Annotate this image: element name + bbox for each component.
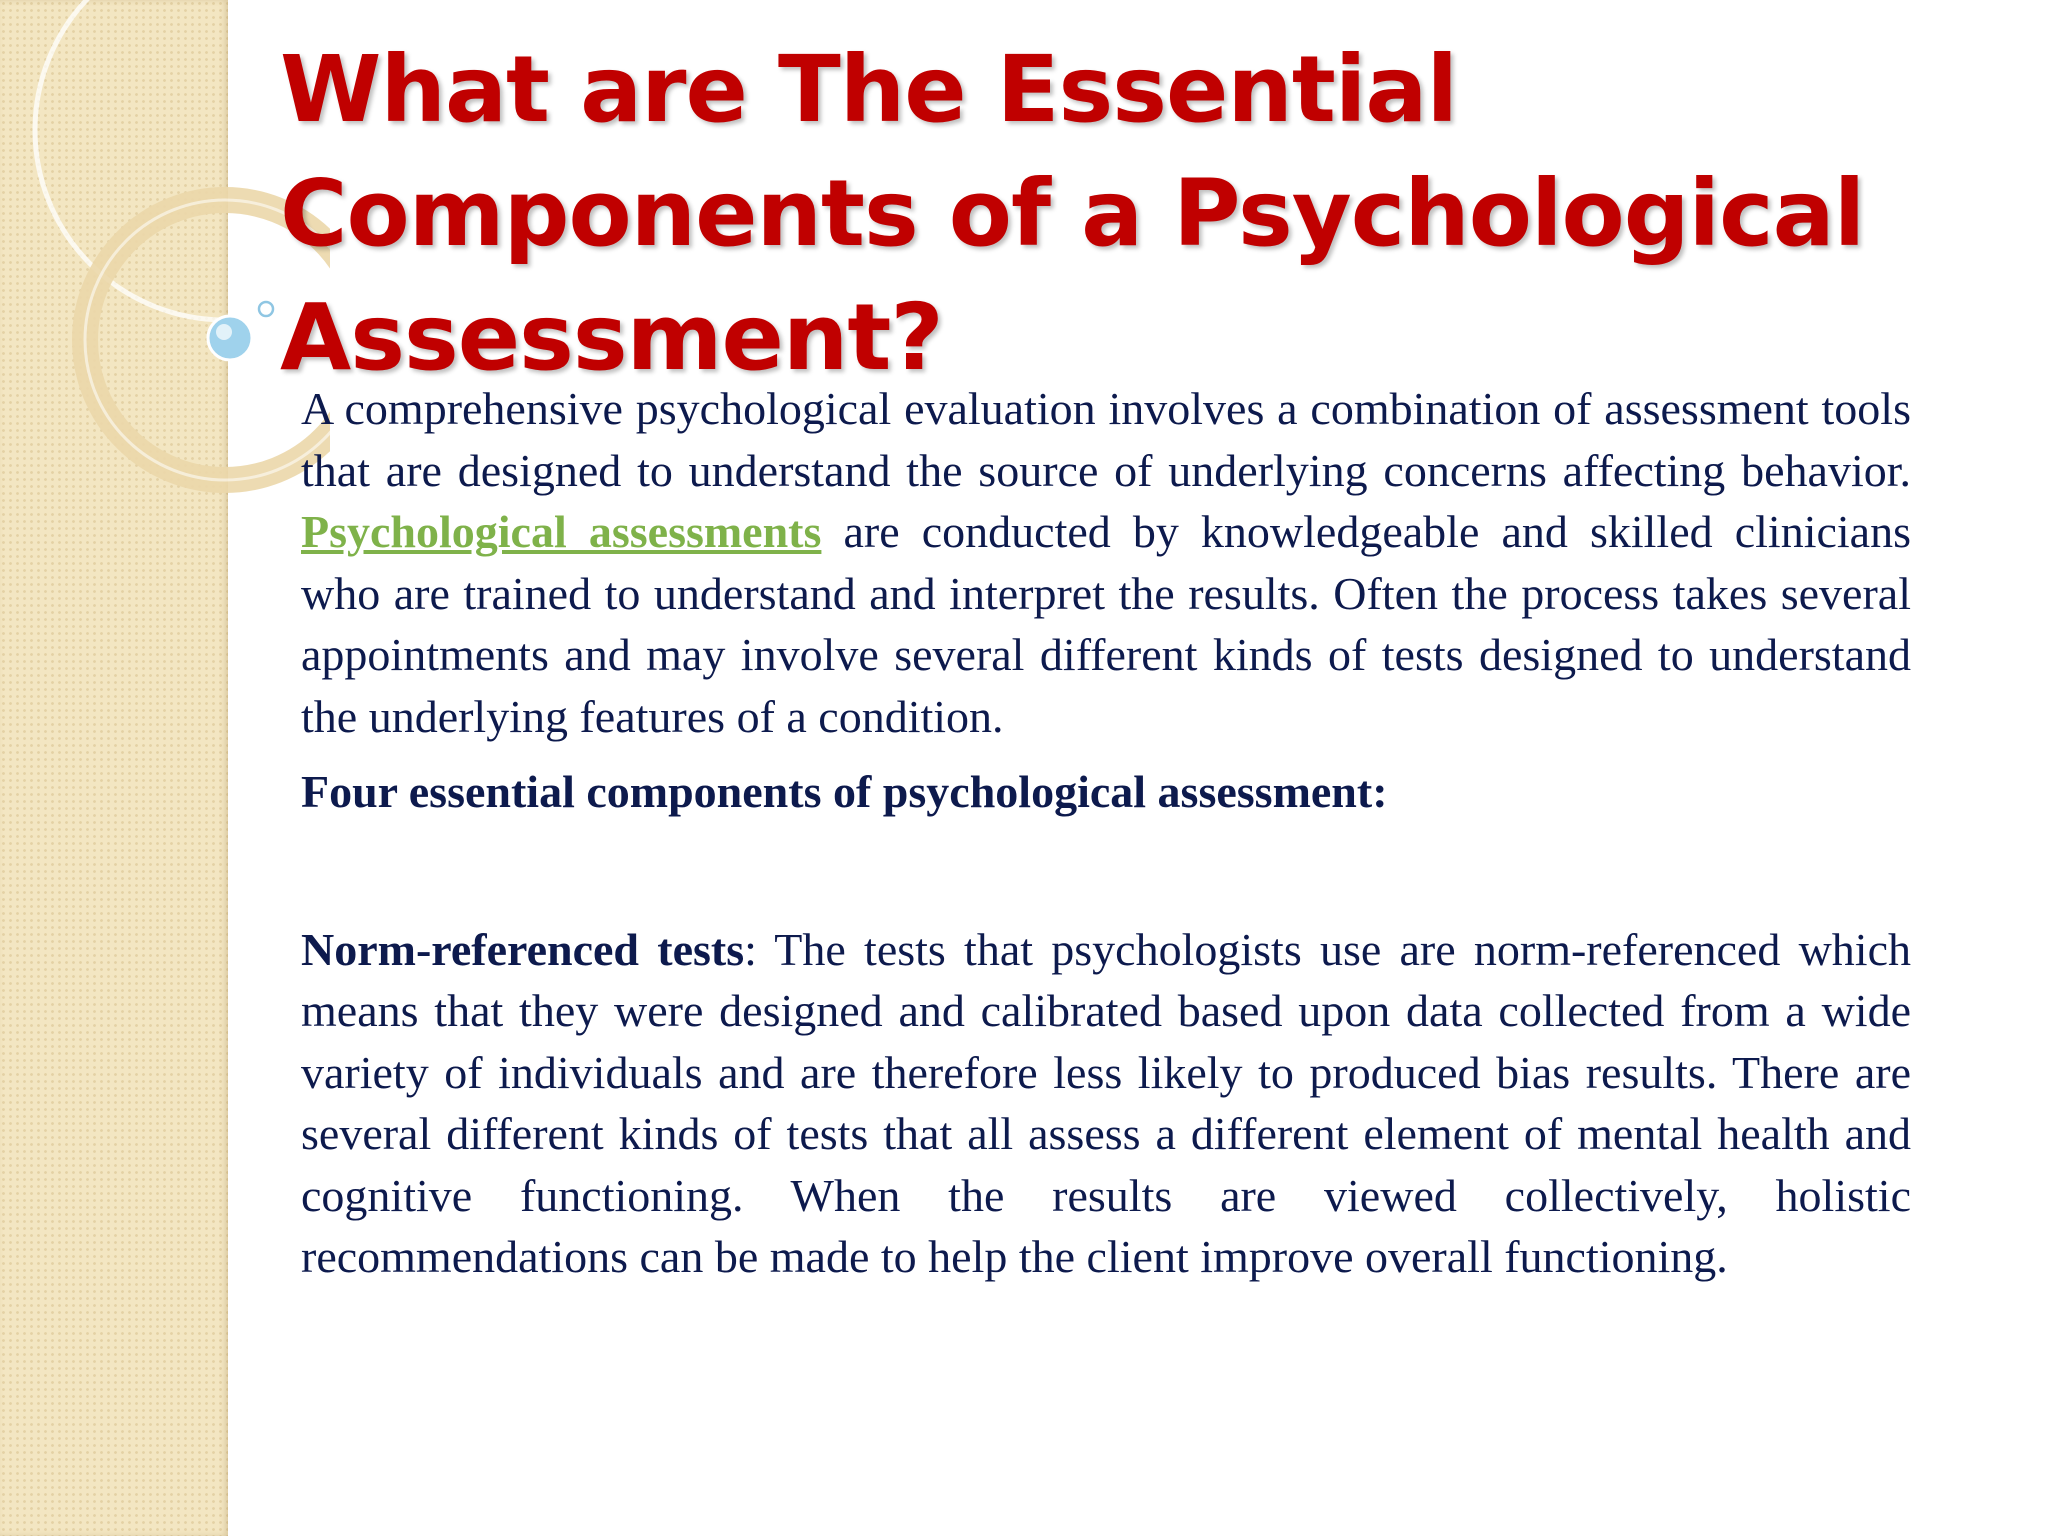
slide-title: What are The Essential Components of a Psychological Assessment? xyxy=(280,36,1865,391)
decorative-sidebar xyxy=(0,0,228,1536)
intro-text-after-link: are conducted by knowledgeable and skilled clinicians who are trained to understand and interpret the results. Often the process takes several appointments and may involve several different kinds of tests designed to understand the underlying features of a condition. xyxy=(301,506,1911,742)
psychological-assessments-link[interactable]: Psychological assessments xyxy=(301,506,822,557)
norm-referenced-term: Norm-referenced tests xyxy=(301,923,745,975)
norm-referenced-paragraph xyxy=(301,919,1911,1288)
norm-referenced-text: The tests that psychologists use are norm-referenced which means that they were designed and calibrated based upon data collected from a wide variety of individuals and are therefore less likely to produced bias results. There are several different kinds of tests that all assess a different element of mental health and cognitive functioning. When the results are viewed collectively, holistic recommendations can be made to help the client improve overall functioning. xyxy=(301,923,1912,1282)
slide-body xyxy=(301,378,1911,1288)
norm-referenced-colon: : xyxy=(744,923,757,975)
intro-text-before-link: A comprehensive psychological evaluation involves a combination of assessment tools that are designed to understand the source of underlying concerns affecting behavior. xyxy=(301,383,1911,496)
intro-paragraph xyxy=(301,378,1911,747)
components-heading: Four essential components of psychological assessment: xyxy=(301,766,1388,817)
small-bubble-icon xyxy=(259,302,273,316)
spacer xyxy=(301,823,1911,919)
